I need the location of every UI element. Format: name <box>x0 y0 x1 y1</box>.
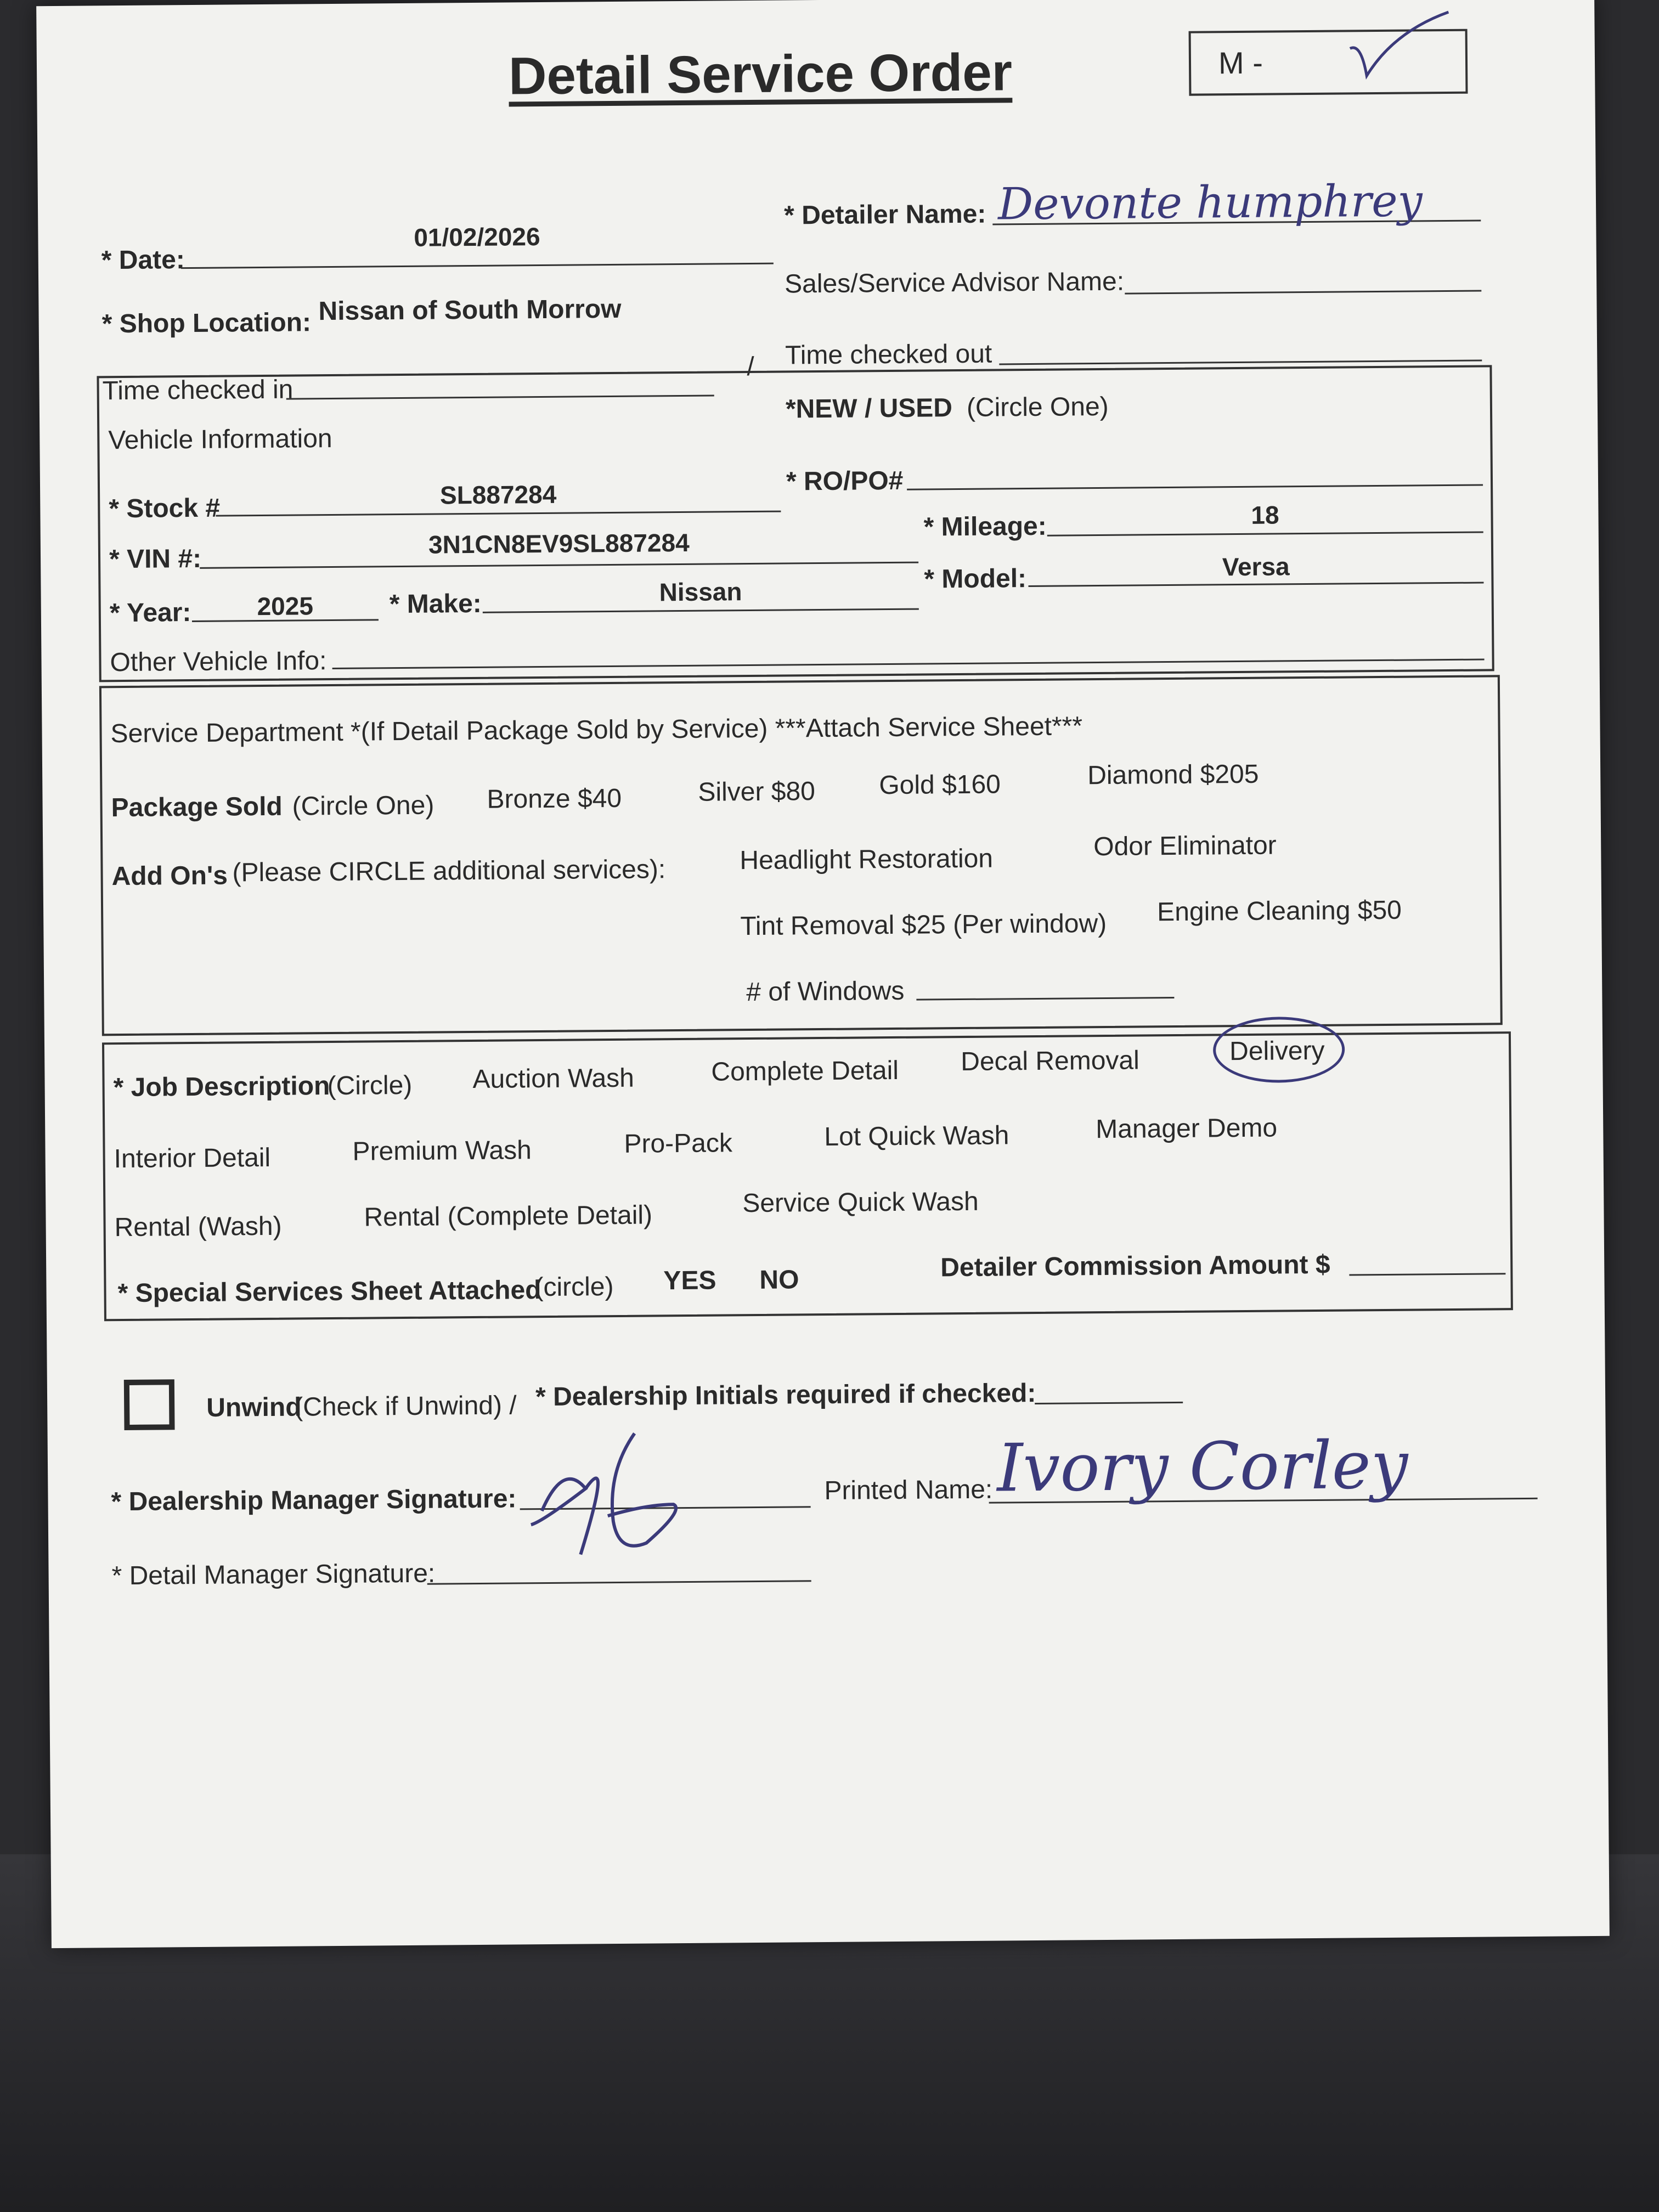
job-decal-removal[interactable]: Decal Removal <box>961 1046 1139 1077</box>
stock-label: * Stock # <box>109 493 221 524</box>
service-section-label: Service Department *(If Detail Package Sold by Service) ***Attach Service Sheet*** <box>110 712 1083 749</box>
job-description-label: * Job Description <box>113 1071 330 1103</box>
stock-value: SL887284 <box>439 479 557 510</box>
addon-tint-removal[interactable]: Tint Removal $25 (Per window) <box>740 909 1107 941</box>
advisor-label: Sales/Service Advisor Name: <box>784 267 1125 299</box>
checkmark-icon <box>1344 9 1454 87</box>
unwind-hint: (Check if Unwind) / <box>294 1391 517 1422</box>
printed-name-value: Ivory Corley <box>996 1427 1409 1507</box>
model-value: Versa <box>1222 552 1290 582</box>
package-gold[interactable]: Gold $160 <box>879 770 1001 800</box>
date-value: 01/02/2026 <box>414 222 540 252</box>
special-services-label: * Special Services Sheet Attached <box>117 1276 541 1308</box>
manager-signature-label: * Dealership Manager Signature: <box>111 1484 517 1517</box>
package-label: Package Sold <box>111 792 283 823</box>
vin-value: 3N1CN8EV9SL887284 <box>428 528 690 559</box>
time-out-label: Time checked out <box>785 339 992 370</box>
m-box <box>1189 29 1468 96</box>
vehicle-info-label: Vehicle Information <box>108 424 332 455</box>
initials-line[interactable] <box>1035 1402 1183 1404</box>
job-description-hint: (Circle) <box>327 1070 413 1101</box>
package-diamond[interactable]: Diamond $205 <box>1087 759 1259 791</box>
initials-label: * Dealership Initials required if checked: <box>535 1378 1036 1412</box>
mileage-label: * Mileage: <box>923 511 1047 542</box>
package-bronze[interactable]: Bronze $40 <box>487 783 622 814</box>
addon-odor[interactable]: Odor Eliminator <box>1093 831 1277 862</box>
job-service-quick-wash[interactable]: Service Quick Wash <box>742 1187 979 1218</box>
date-label: * Date: <box>101 245 185 275</box>
date-line[interactable] <box>181 263 774 269</box>
addons-hint: (Please CIRCLE additional services): <box>232 855 666 888</box>
service-order-form <box>36 0 1610 1948</box>
windows-label: # of Windows <box>746 976 905 1007</box>
time-in-label: Time checked in <box>102 375 294 406</box>
job-lot-quick-wash[interactable]: Lot Quick Wash <box>824 1121 1009 1152</box>
job-premium-wash[interactable]: Premium Wash <box>352 1136 532 1166</box>
unwind-label: Unwind <box>206 1392 302 1423</box>
year-label: * Year: <box>109 598 191 628</box>
shop-location-value: Nissan of South Morrow <box>318 294 622 326</box>
job-pro-pack[interactable]: Pro-Pack <box>624 1128 733 1159</box>
time-slash: / <box>747 352 754 382</box>
form-title: Detail Service Order <box>508 43 1013 106</box>
addon-headlight[interactable]: Headlight Restoration <box>740 844 994 876</box>
job-delivery[interactable]: Delivery <box>1229 1036 1325 1066</box>
detailer-name-value: Devonte humphrey <box>997 175 1423 230</box>
year-value: 2025 <box>257 591 314 621</box>
printed-name-label: Printed Name: <box>824 1475 993 1506</box>
detailer-name-label: * Detailer Name: <box>783 199 986 230</box>
vin-label: * VIN #: <box>109 544 202 574</box>
model-label: * Model: <box>924 564 1027 594</box>
job-rental-complete[interactable]: Rental (Complete Detail) <box>364 1200 653 1232</box>
job-complete-detail[interactable]: Complete Detail <box>711 1056 899 1087</box>
package-hint: (Circle One) <box>292 791 435 821</box>
job-auction-wash[interactable]: Auction Wash <box>472 1063 635 1094</box>
ro-po-label: * RO/PO# <box>786 466 904 496</box>
unwind-checkbox[interactable] <box>124 1379 175 1430</box>
special-yes[interactable]: YES <box>663 1266 716 1296</box>
new-used-hint: (Circle One) <box>966 392 1109 422</box>
special-services-hint: (circle) <box>534 1272 614 1302</box>
commission-label: Detailer Commission Amount $ <box>940 1250 1330 1283</box>
job-rental-wash[interactable]: Rental (Wash) <box>114 1211 282 1243</box>
m-box-label: M - <box>1218 45 1263 81</box>
other-info-label: Other Vehicle Info: <box>110 646 327 678</box>
job-manager-demo[interactable]: Manager Demo <box>1096 1113 1278 1144</box>
advisor-line[interactable] <box>1125 290 1481 295</box>
special-no[interactable]: NO <box>759 1265 799 1295</box>
addon-engine-cleaning[interactable]: Engine Cleaning $50 <box>1156 895 1402 927</box>
detail-manager-signature-label: * Detail Manager Signature: <box>111 1559 436 1591</box>
manager-signature-mark <box>520 1427 740 1582</box>
job-interior-detail[interactable]: Interior Detail <box>114 1143 271 1174</box>
make-label: * Make: <box>389 589 482 619</box>
time-out-line[interactable] <box>999 360 1482 365</box>
addons-label: Add On's <box>111 861 228 891</box>
new-used-label[interactable]: *NEW / USED <box>785 393 953 424</box>
shop-location-label: * Shop Location: <box>101 308 312 339</box>
mileage-value: 18 <box>1251 500 1279 529</box>
package-silver[interactable]: Silver $80 <box>698 777 816 807</box>
make-value: Nissan <box>659 577 742 607</box>
